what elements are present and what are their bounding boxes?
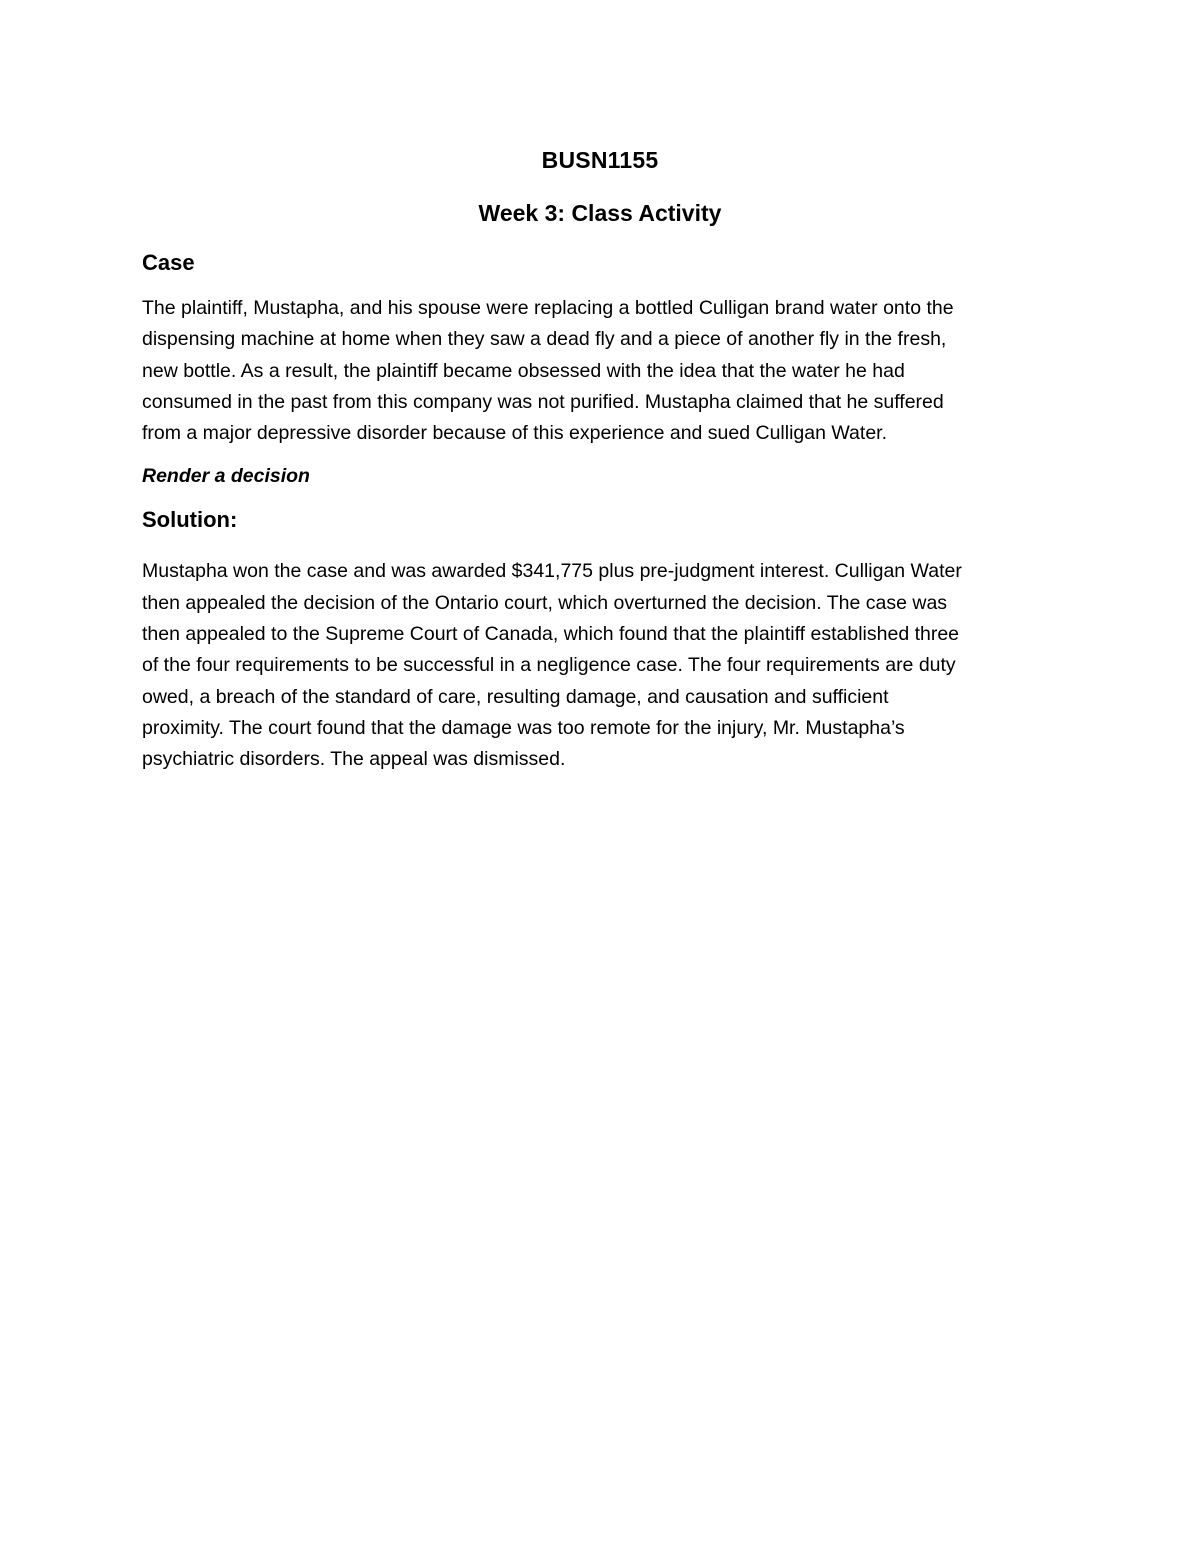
course-code: BUSN1155 [541,147,659,173]
solution-line: owed, a breach of the standard of care, resulting damage, and causation and sufficient [142,685,889,708]
solution-line: psychiatric disorders. The appeal was dismissed. [142,748,566,771]
solution-line: proximity. The court found that the damage was too remote for the injury, Mr. Mustapha’s [142,716,905,739]
task-label: Render a decision [142,465,310,488]
solution-line: of the four requirements to be successful in a negligence case. The four requirements are duty [142,654,956,677]
solution-line: then appealed the decision of the Ontario court, which overturned the decision. The case was [142,591,948,614]
case-line: consumed in the past from this company was not purified. Mustapha claimed that he suffered [142,390,944,413]
case-line: dispensing machine at home when they saw a dead fly and a piece of another fly in the fresh, [142,328,947,351]
document-content [142,143,1058,788]
case-heading: Case [142,250,195,275]
case-paragraph [142,293,1058,449]
case-line: The plaintiff, Mustapha, and his spouse were replacing a bottled Culligan brand water onto the [142,297,954,319]
solution-heading: Solution: [142,507,238,533]
solution-line: then appealed to the Supreme Court of Canada, which found that the plaintiff established three [142,623,960,646]
case-line: new bottle. As a result, the plaintiff became obsessed with the idea that the water he had [142,359,905,382]
solution-paragraph [142,556,1058,775]
page-title: Week 3: Class Activity [478,200,722,226]
case-line: from a major depressive disorder because of this experience and sued Culligan Water. [142,422,887,445]
solution-line: Mustapha won the case and was awarded $341,775 plus pre-judgment interest. Culligan Water [142,560,962,583]
